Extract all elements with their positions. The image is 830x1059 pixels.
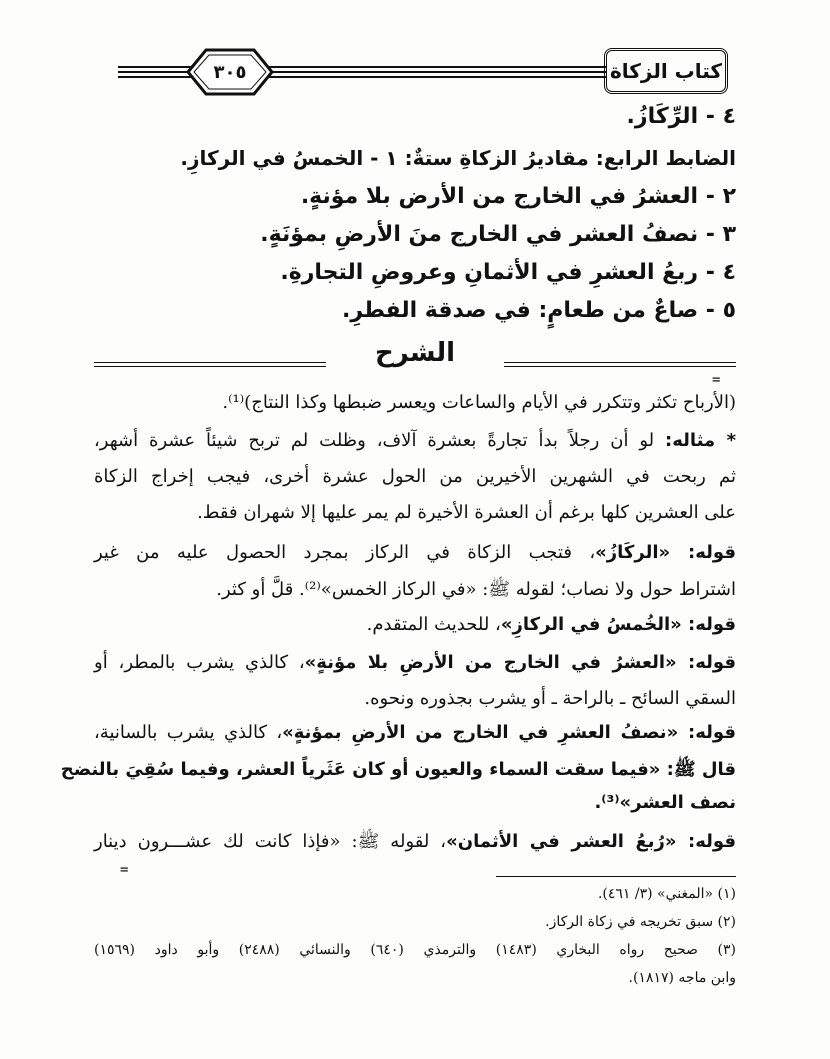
body-line-5 <box>94 542 736 563</box>
body-line-11 <box>60 758 736 784</box>
body-text: ، فتجب الزكاة في الركاز بمجرد الحصول عليه من غير <box>94 542 596 563</box>
matn-amount-5: ٥ - صاعٌ من طعامٍ: في صدقة الفطرِ. <box>342 298 736 323</box>
body-line-3: ثم ربحت في الشهرين الأخيرين من الحول عشرة أخرى، فيجب إخراج الزكاة <box>94 466 736 487</box>
section-title: الشرح <box>374 338 456 368</box>
matn-item-4: ٤ - الرِّكَازُ. <box>626 104 736 129</box>
body-text: ، للحديث المتقدم. <box>366 614 501 635</box>
footnote-rule <box>496 876 736 877</box>
body-text: ، كالذي يشرب بالمطر، أو <box>94 652 305 673</box>
body-line-1: (الأرباح تكثر وتتكرر في الأيام والساعات ويعسر ضبطها وكذا النتاج)⁽¹⁾. <box>222 392 736 413</box>
quoted-matn: «نصفُ العشرِ في الخارج من الأرضِ بمؤنةٍ» <box>282 722 689 743</box>
qawluhu-label: قوله: <box>688 542 736 563</box>
footnote-2: (٢) سبق تخريجه في زكاة الركاز. <box>545 914 736 930</box>
matn-amount-3: ٣ - نصفُ العشر في الخارج منَ الأرضِ بمؤنَةٍ. <box>260 222 736 247</box>
qawluhu-label: قوله: <box>688 831 736 852</box>
hadith-text: «فيما سقت السماء والعيون أو كان عَثَرياً العشر، وفيما سُقِيَ بالنضح <box>60 759 667 780</box>
quoted-matn: «رُبعُ العشر في الأثمان» <box>446 831 689 852</box>
body-line-12 <box>594 792 736 813</box>
hadith-text: نصف العشر»⁽³⁾. <box>594 792 736 813</box>
page-number: ٣٠٥ <box>213 61 247 83</box>
body-line-7 <box>367 614 736 635</box>
matn-amount-2: ٢ - العشرُ في الخارج من الأرض بلا مؤنةٍ. <box>300 184 736 209</box>
body-text: لو أن رجلاً بدأ تجارةً بعشرة آلاف، وظلت لم تربح شيئاً عشرة أشهر، <box>94 430 666 451</box>
page-number-badge <box>184 46 276 98</box>
body-line-13 <box>94 830 736 856</box>
continuation-mark-top: = <box>712 372 721 388</box>
body-line-10 <box>94 722 736 743</box>
qawluhu-label: قوله: <box>688 652 736 673</box>
qawluhu-label: قوله: <box>688 614 736 635</box>
qawluhu-label: قوله: <box>688 722 736 743</box>
footnote-1: (١) «المغني» (٣/ ٤٦١). <box>597 886 736 902</box>
body-line-9: السقي السائح ـ بالراحة ـ أو يشرب بجذوره ونحوه. <box>364 688 736 709</box>
quoted-matn: «العشرُ في الخارج من الأرضِ بلا مؤنةٍ» <box>304 652 689 673</box>
quoted-matn: «الخُمسُ في الركازِ» <box>500 614 689 635</box>
footnote-3-cont: وابن ماجه (١٨١٧). <box>628 970 736 986</box>
body-line-8 <box>94 652 736 673</box>
quoted-matn: «الركَازُ» <box>595 542 689 563</box>
body-line-6: اشتراط حول ولا نصاب؛ لقوله ﷺ: «في الركاز الخمس»⁽²⁾. قلَّ أو كثر. <box>216 579 736 600</box>
matn-amount-4: ٤ - ربعُ العشرِ في الأثمانِ وعروضِ التجارةِ. <box>280 260 736 285</box>
matn-rule-4: الضابط الرابع: مقاديرُ الزكاةِ ستةٌ: ١ - الخمسُ في الركازِ. <box>180 146 736 170</box>
continuation-mark-bottom: = <box>120 862 129 878</box>
body-line-2 <box>94 430 736 451</box>
book-title: كتاب الزكاة <box>604 48 728 94</box>
example-label: * مثاله: <box>665 430 736 451</box>
body-text: ، لقوله ﷺ: «فإذا كانت لك عشـــرون دينار <box>94 831 447 852</box>
section-heading <box>94 338 736 382</box>
footnote-3: (٣) صحيح رواه البخاري (١٤٨٣) والترمذي (٦٤٠) والنسائي (٢٤٨٨) وأبو داود (١٥٦٩) <box>94 942 736 958</box>
qala-label: قال ﷺ: <box>666 759 736 780</box>
body-line-4: على العشرين كلها برغم أن العشرة الأخيرة لم يمر عليها إلا شهران فقط. <box>197 502 736 523</box>
body-text: ، كالذي يشرب بالسانية، <box>94 722 283 743</box>
